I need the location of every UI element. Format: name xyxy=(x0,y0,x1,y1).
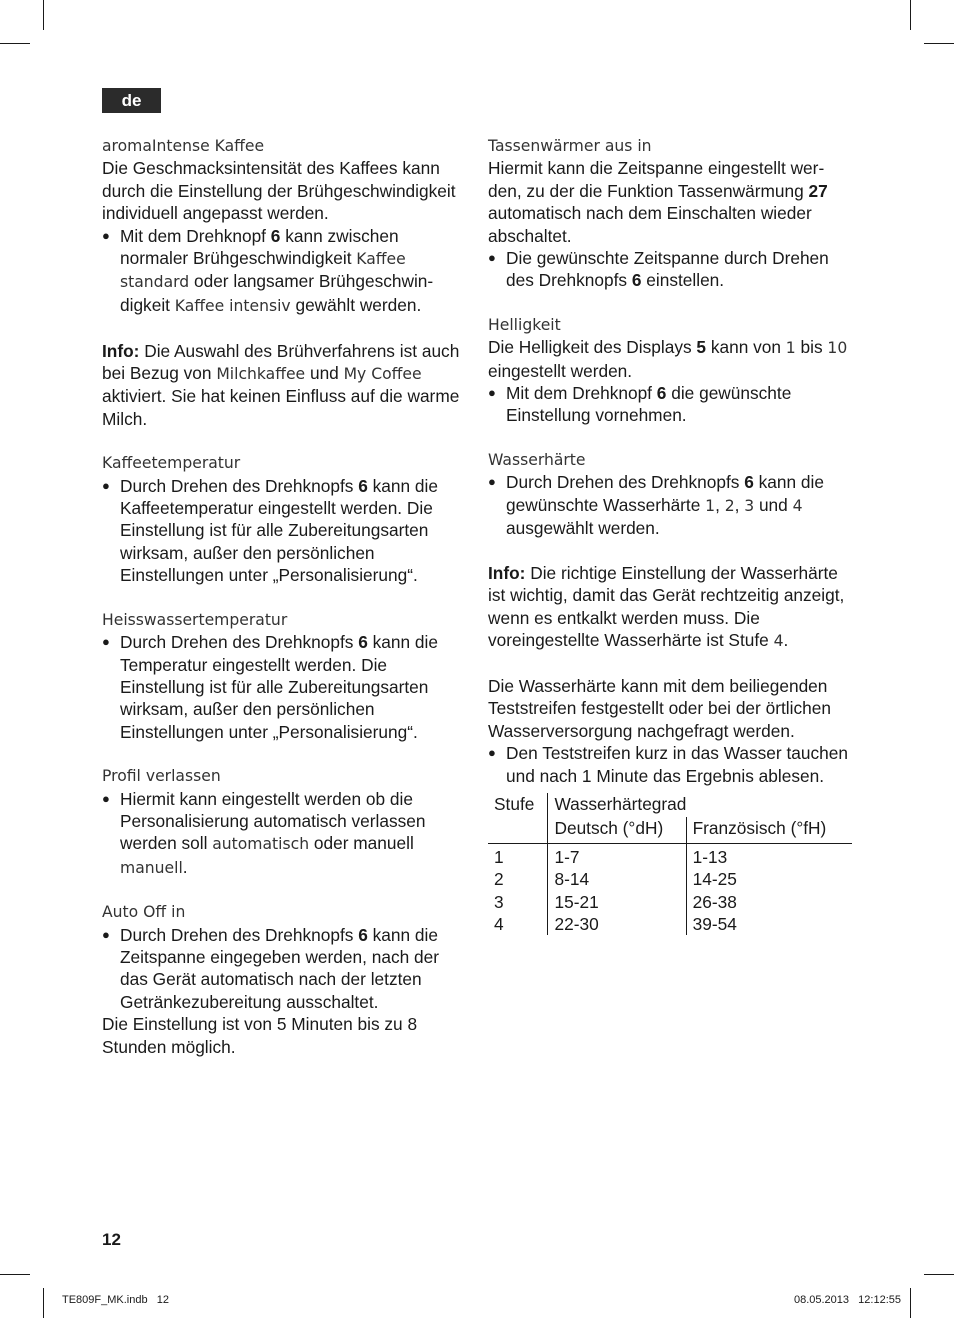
paragraph: Die Wasserhärte kann mit dem beiliegenden Teststreifen festgestellt oder bei der örtlichen Wasserversorgung nachgefragt werden. xyxy=(488,675,831,741)
info-label: Info: xyxy=(102,340,140,361)
section-heading: aromaIntense Kaffee xyxy=(102,137,265,155)
knob-number: 6 xyxy=(631,270,642,291)
table-row: 4 22-30 39-54 xyxy=(488,913,852,935)
language-tab: de xyxy=(102,88,161,113)
table-header: Französisch (°fH) xyxy=(686,817,852,843)
table-header: Stufe xyxy=(494,793,535,814)
crop-mark xyxy=(43,0,44,30)
list-item: ● Hiermit kann eingestellt werden ob die Personalisierung automatisch verlassen werden soll automatisch oder manuell manuell. xyxy=(102,788,464,880)
bullet-list xyxy=(102,631,464,743)
table-row: 1 1-7 1-13 xyxy=(488,843,852,868)
footer-timestamp: 08.05.2013 12:12:55 xyxy=(793,1294,901,1306)
left-column xyxy=(102,135,464,1058)
bullet-list xyxy=(102,225,464,318)
paragraph: Hiermit kann die Zeitspanne eingestellt werden, zu der die Funktion Tassenwärmung 27 automatisch nach dem Einschalten wieder abschaltet. xyxy=(488,158,828,246)
section-heading: Helligkeit xyxy=(488,315,561,334)
bullet-list xyxy=(488,742,852,787)
section-heading: Tassenwärmer aus in xyxy=(488,137,652,155)
bullet-list xyxy=(102,788,464,880)
list-item: ● Durch Drehen des Drehknopfs 6 kann die Kaffeetemperatur eingestellt werden. Die Einstellung ist für alle Zubereitungsarten wirksam, außer den persönlichen Einstellungen unter „Personalisierung“. xyxy=(102,475,464,587)
crop-mark xyxy=(924,43,954,44)
bullet-list xyxy=(102,924,464,1014)
table-row: 3 15-21 26-38 xyxy=(488,891,852,913)
knob-number: 6 xyxy=(358,632,368,653)
knob-number: 6 xyxy=(270,225,281,246)
knob-number: 6 xyxy=(358,924,368,945)
water-hardness-table xyxy=(488,793,852,935)
section-heading: Heisswassertemperatur xyxy=(102,610,288,629)
right-column xyxy=(488,135,852,935)
crop-mark xyxy=(910,0,911,30)
menu-option: manuell xyxy=(120,858,183,877)
footer-file-info: TE809F_MK.indb 12 xyxy=(62,1294,170,1306)
list-item: ● Mit dem Drehknopf 6 kann zwischen normaler Brühgeschwindigkeit Kaffee standard oder langsamer Brühgeschwindigkeit Kaffee intensiv gewählt werden. xyxy=(102,225,464,318)
bullet-list xyxy=(102,475,464,587)
crop-mark xyxy=(43,1288,44,1318)
list-item: ● Den Teststreifen kurz in das Wasser tauchen und nach 1 Minute das Ergebnis ablesen. xyxy=(488,742,852,787)
menu-option: Kaffee intensiv xyxy=(174,296,291,315)
list-item: ● Durch Drehen des Drehknopfs 6 kann die gewünschte Wasserhärte 1, 2, 3 und 4 ausgewählt werden. xyxy=(488,471,852,539)
menu-option: Milchkaffee xyxy=(216,365,306,384)
bullet-list xyxy=(488,247,852,292)
part-number: 27 xyxy=(808,180,828,201)
section-heading: Kaffeetemperatur xyxy=(102,454,241,473)
crop-mark xyxy=(910,1288,911,1318)
section-heading: Profil verlassen xyxy=(102,767,221,786)
list-item: ● Die gewünschte Zeitspanne durch Drehen des Drehknopfs 6 einstellen. xyxy=(488,247,852,292)
knob-number: 6 xyxy=(358,475,368,496)
info-note: Info: Die richtige Einstellung der Wasserhärte ist wichtig, damit das Gerät rechtzeitig anzeigt, wenn es entkalkt werden muss. Die voreingestellte Wasserhärte ist Stufe 4. xyxy=(488,562,845,651)
crop-mark xyxy=(924,1274,954,1275)
list-item: ● Mit dem Drehknopf 6 die gewünschte Einstellung vornehmen. xyxy=(488,382,852,427)
section-heading: Wasserhärte xyxy=(488,450,586,469)
knob-number: 6 xyxy=(744,472,754,493)
page-number: 12 xyxy=(102,1230,121,1249)
bullet-list xyxy=(488,382,852,427)
info-note: Info: Die Auswahl des Brühverfahrens ist auch bei Bezug von Milchkaffee und My Coffee aktiviert. Sie hat keinen Einfluss auf die warme Milch. xyxy=(102,340,460,429)
bullet-list xyxy=(488,471,852,539)
menu-option: My Coffee xyxy=(343,365,422,384)
list-item: ● Durch Drehen des Drehknopfs 6 kann die Temperatur eingestellt werden. Die Einstellung ist für alle Zubereitungsarten wirksam, außer den persönlichen Einstellungen unter „Personalisierung“. xyxy=(102,631,464,743)
section-heading: Auto Off in xyxy=(102,903,186,922)
crop-mark xyxy=(0,1274,30,1275)
table-row: 2 8-14 14-25 xyxy=(488,868,852,890)
knob-number: 6 xyxy=(656,383,667,404)
info-label: Info: xyxy=(488,562,526,583)
menu-option: automatisch xyxy=(212,835,310,854)
part-number: 5 xyxy=(696,337,707,358)
crop-mark xyxy=(0,43,30,44)
paragraph: Die Helligkeit des Displays 5 kann von 1 bis 10 eingestellt werden. xyxy=(488,337,848,381)
paragraph: Die Geschmacksintensität des Kaffees kann durch die Einstellung der Brühgeschwindigkeit individuell angepasst werden. xyxy=(102,158,456,224)
paragraph: Die Einstellung ist von 5 Minuten bis zu 8 Stunden möglich. xyxy=(102,1014,418,1057)
list-item: ● Durch Drehen des Drehknopfs 6 kann die Zeitspanne eingegeben werden, nach der das Gerät automatisch nach der letzten Getränkezubereitung ausschaltet. xyxy=(102,924,464,1014)
table-header: Deutsch (°dH) xyxy=(548,817,686,843)
table-header: Wasserhärtegrad xyxy=(548,793,852,817)
menu-option: Kaffee standard xyxy=(120,250,406,292)
